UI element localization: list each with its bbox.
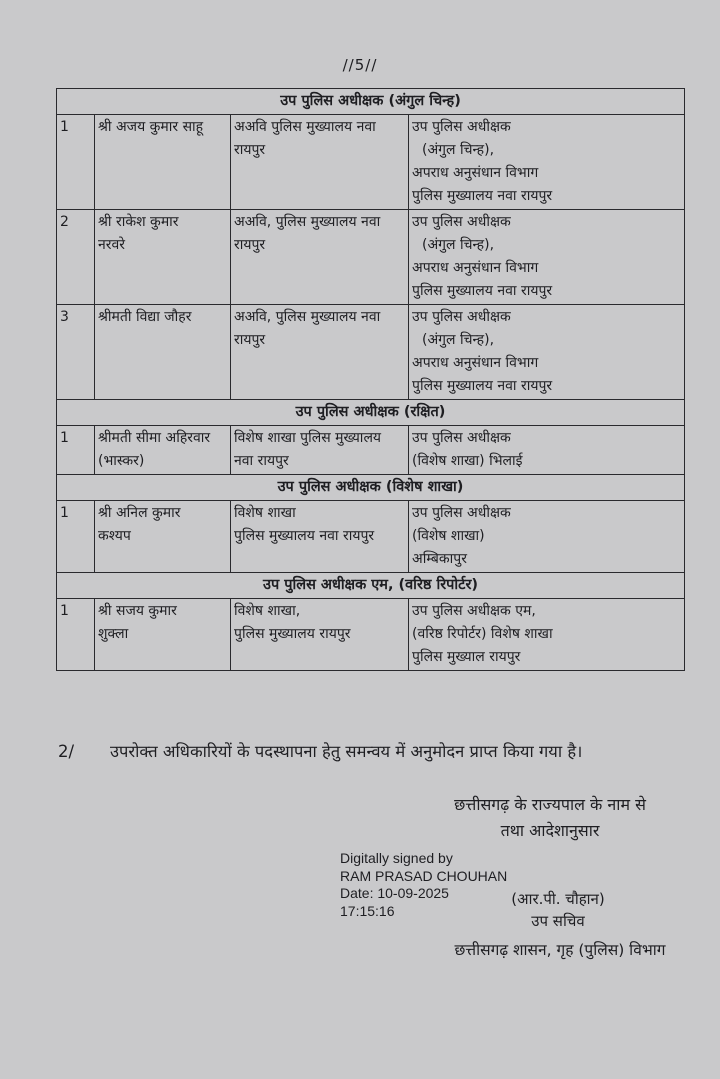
new-posting-cell: [409, 115, 685, 210]
new-posting-cell-content: [412, 600, 681, 669]
current-posting-line: विशेष शाखा: [234, 505, 296, 521]
new-posting-line: अपराध अनुसंधान विभाग: [412, 260, 539, 276]
table-row: [57, 305, 685, 400]
officer-name-line: श्री राकेश कुमार: [98, 214, 179, 230]
new-posting-line: (अंगुल चिन्ह),: [422, 237, 495, 253]
current-posting-cell-content: [234, 502, 405, 548]
officer-name-line: नरवरे: [98, 237, 126, 253]
officer-name-line: (भास्कर): [98, 453, 145, 469]
officer-name-cell: [95, 426, 231, 475]
serial-number: 1: [57, 115, 95, 210]
order-authority: [400, 792, 700, 844]
new-posting-line: उप पुलिस अधीक्षक: [412, 505, 511, 521]
current-posting-cell: [231, 305, 409, 400]
new-posting-line: (अंगुल चिन्ह),: [422, 332, 495, 348]
new-posting-cell: [409, 501, 685, 573]
current-posting-line: अअवि, पुलिस मुख्यालय नवा: [234, 214, 381, 230]
serial-number: 1: [57, 501, 95, 573]
officer-name-line: श्री अजय कुमार साहू: [98, 119, 204, 135]
officer-name-line: कश्यप: [98, 528, 131, 544]
order-authority-line2: तथा आदेशानुसार: [500, 821, 600, 840]
new-posting-line: पुलिस मुख्यालय नवा रायपुर: [412, 188, 553, 204]
note-text: उपरोक्त अधिकारियों के पदस्थापना हेतु समन्वय में अनुमोदन प्राप्त किया गया है।: [110, 742, 583, 761]
serial-number: 3: [57, 305, 95, 400]
current-posting-line: पुलिस मुख्यालय रायपुर: [234, 626, 351, 642]
new-posting-cell: [409, 305, 685, 400]
new-posting-line: उप पुलिस अधीक्षक: [412, 214, 511, 230]
new-posting-cell-content: [412, 427, 681, 473]
officer-name-cell: [95, 115, 231, 210]
page-number: //5//: [342, 56, 378, 74]
new-posting-cell-content: [412, 211, 681, 303]
note-number: 2/: [58, 742, 75, 761]
current-posting-line: नवा रायपुर: [234, 453, 289, 469]
serial-number: 1: [57, 426, 95, 475]
new-posting-cell: [409, 426, 685, 475]
new-posting-line: अम्बिकापुर: [412, 551, 467, 567]
new-posting-line: पुलिस मुख्याल रायपुर: [412, 649, 521, 665]
officer-name-line: श्रीमती सीमा अहिरवार: [98, 430, 211, 446]
officer-name-cell-content: [98, 306, 227, 329]
current-posting-line: अअवि, पुलिस मुख्यालय नवा: [234, 309, 381, 325]
officer-name-cell-content: [98, 427, 227, 473]
new-posting-line: (विशेष शाखा) भिलाई: [412, 453, 523, 469]
current-posting-cell-content: [234, 116, 405, 162]
section-heading: उप पुलिस अधीक्षक (विशेष शाखा): [57, 475, 685, 501]
current-posting-cell: [231, 599, 409, 671]
section-heading-row: [57, 475, 685, 501]
current-posting-cell: [231, 501, 409, 573]
current-posting-line: पुलिस मुख्यालय नवा रायपुर: [234, 528, 375, 544]
officer-name-cell: [95, 599, 231, 671]
current-posting-cell-content: [234, 211, 405, 257]
approval-note: [58, 739, 698, 762]
new-posting-line: उप पुलिस अधीक्षक एम,: [412, 603, 536, 619]
new-posting-line: पुलिस मुख्यालय नवा रायपुर: [412, 378, 553, 394]
new-posting-line: (अंगुल चिन्ह),: [422, 142, 495, 158]
new-posting-line: अपराध अनुसंधान विभाग: [412, 165, 539, 181]
officer-name-line: शुक्ला: [98, 626, 129, 642]
digital-signature-date: Date: 10-09-2025: [340, 885, 449, 901]
officer-name-cell-content: [98, 502, 227, 548]
current-posting-cell: [231, 426, 409, 475]
officer-name-cell: [95, 305, 231, 400]
section-heading-row: [57, 89, 685, 115]
new-posting-line: उप पुलिस अधीक्षक: [412, 119, 511, 135]
serial-number: 1: [57, 599, 95, 671]
current-posting-cell: [231, 210, 409, 305]
signatory-name: (आर.पी. चौहान): [511, 890, 605, 908]
current-posting-cell-content: [234, 306, 405, 352]
section-heading-row: [57, 400, 685, 426]
officer-name-cell: [95, 210, 231, 305]
new-posting-line: (वरिष्ठ रिपोर्टर) विशेष शाखा: [412, 626, 553, 642]
current-posting-cell: [231, 115, 409, 210]
officer-name-line: श्री अनिल कुमार: [98, 505, 181, 521]
signatory-designation: उप सचिव: [531, 912, 585, 930]
new-posting-line: (विशेष शाखा): [412, 528, 485, 544]
officer-name-line: श्री सजय कुमार: [98, 603, 177, 619]
current-posting-line: विशेष शाखा पुलिस मुख्यालय: [234, 430, 382, 446]
new-posting-cell-content: [412, 502, 681, 571]
signatory-office: छत्तीसगढ़ शासन, गृह (पुलिस) विभाग: [454, 941, 666, 959]
section-heading: उप पुलिस अधीक्षक (अंगुल चिन्ह): [57, 89, 685, 115]
section-heading: उप पुलिस अधीक्षक (रक्षित): [57, 400, 685, 426]
signatory-block: [478, 888, 638, 932]
table-row: [57, 210, 685, 305]
new-posting-line: उप पुलिस अधीक्षक: [412, 309, 511, 325]
current-posting-line: अअवि पुलिस मुख्यालय नवा: [234, 119, 376, 135]
table-row: [57, 501, 685, 573]
digital-signature-line1: Digitally signed by: [340, 850, 453, 866]
officer-name-cell-content: [98, 211, 227, 257]
table-row: [57, 599, 685, 671]
current-posting-line: रायपुर: [234, 332, 266, 348]
new-posting-line: अपराध अनुसंधान विभाग: [412, 355, 539, 371]
new-posting-line: उप पुलिस अधीक्षक: [412, 430, 511, 446]
current-posting-cell-content: [234, 600, 405, 646]
serial-number: 2: [57, 210, 95, 305]
current-posting-line: विशेष शाखा,: [234, 603, 301, 619]
transfer-orders-table: [56, 88, 685, 671]
order-authority-line1: छत्तीसगढ़ के राज्यपाल के नाम से: [454, 795, 646, 814]
officer-name-cell: [95, 501, 231, 573]
digital-signature-name: RAM PRASAD CHOUHAN: [340, 867, 508, 884]
table-row: [57, 426, 685, 475]
current-posting-line: रायपुर: [234, 237, 266, 253]
officer-name-cell-content: [98, 116, 227, 139]
current-posting-line: रायपुर: [234, 142, 266, 158]
section-heading: उप पुलिस अधीक्षक एम, (वरिष्ठ रिपोर्टर): [57, 573, 685, 599]
section-heading-row: [57, 573, 685, 599]
new-posting-cell-content: [412, 306, 681, 398]
new-posting-line: पुलिस मुख्यालय नवा रायपुर: [412, 283, 553, 299]
current-posting-cell-content: [234, 427, 405, 473]
new-posting-cell: [409, 599, 685, 671]
digital-signature-time: 17:15:16: [340, 902, 395, 919]
officer-name-line: श्रीमती विद्या जौहर: [98, 309, 192, 325]
table-row: [57, 115, 685, 210]
officer-name-cell-content: [98, 600, 227, 646]
new-posting-cell-content: [412, 116, 681, 208]
new-posting-cell: [409, 210, 685, 305]
